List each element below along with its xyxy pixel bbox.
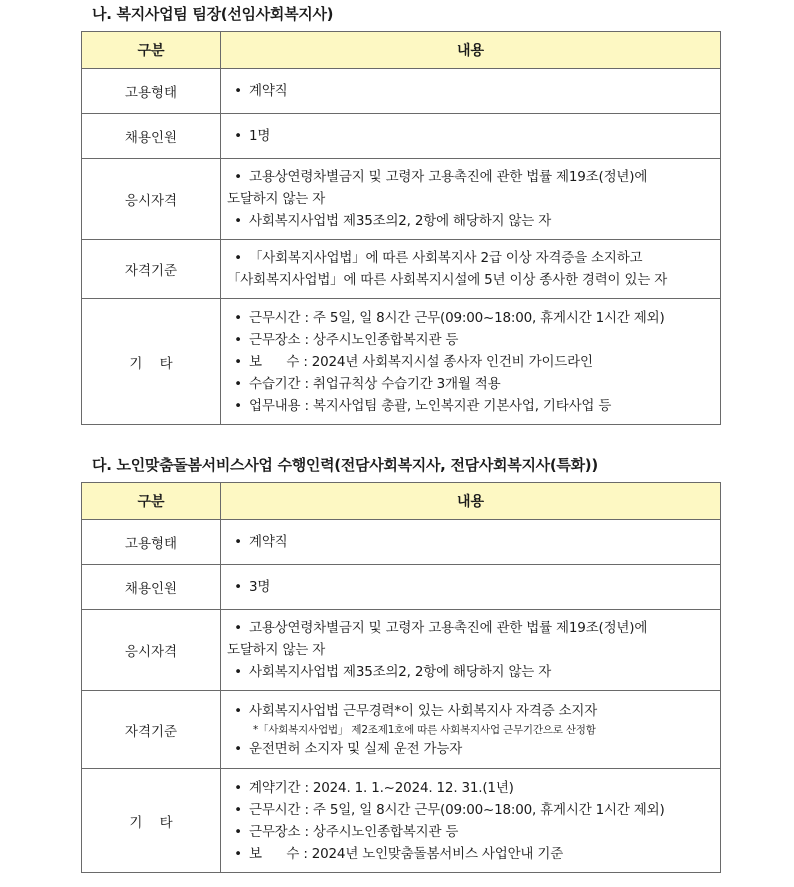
section-heading-da: 다. 노인맞춤돌봄서비스사업 수행인력(전담사회복지사, 전담사회복지사(특화)) — [92, 456, 598, 474]
footnote-text: *「사회복지사업법」 제2조제1호에 따른 사회복지사업 근무기간으로 산정함 — [253, 723, 596, 736]
list-item: • 고용상연령차별금지 및 고령자 고용촉진에 관한 법률 제19조(정년)에 — [227, 617, 716, 639]
list-item: • 계약직 — [227, 80, 716, 102]
table-row-headcount — [82, 114, 721, 159]
table-row-etc — [82, 769, 721, 873]
row-content — [221, 610, 721, 691]
row-label: 채용인원 — [82, 114, 221, 159]
row-label: 기 타 — [82, 299, 221, 425]
row-content — [221, 69, 721, 114]
row-content — [221, 299, 721, 425]
list-item-continuation: 도달하지 않는 자 — [227, 642, 326, 658]
table-row-employment — [82, 69, 721, 114]
list-item: • 업무내용 : 복지사업팀 총괄, 노인복지관 기본사업, 기타사업 등 — [227, 395, 716, 417]
table-row-eligibility — [82, 159, 721, 240]
list-item-continuation: 「사회복지사업법」에 따른 사회복지시설에 5년 이상 종사한 경력이 있는 자 — [227, 272, 668, 288]
list-item: • 근무장소 : 상주시노인종합복지관 등 — [227, 821, 716, 843]
list-item: • 운전면허 소지자 및 실제 운전 가능자 — [227, 738, 716, 760]
list-item: • 3명 — [227, 576, 716, 598]
table-da — [81, 482, 721, 873]
section-heading-na: 나. 복지사업팀 팀장(선임사회복지사) — [92, 5, 334, 23]
row-label: 응시자격 — [82, 159, 221, 240]
list-item: • 근무시간 : 주 5일, 일 8시간 근무(09:00~18:00, 휴게시간 1시간 제외) — [227, 307, 716, 329]
row-content — [221, 114, 721, 159]
table-row-qualification — [82, 240, 721, 299]
list-item: • 보 수 : 2024년 노인맞춤돌봄서비스 사업안내 기준 — [227, 843, 716, 865]
table-row-etc — [82, 299, 721, 425]
header-content: 내용 — [221, 32, 721, 69]
row-content — [221, 691, 721, 769]
table-header-row — [82, 483, 721, 520]
row-label: 기 타 — [82, 769, 221, 873]
row-content — [221, 159, 721, 240]
row-content — [221, 520, 721, 565]
list-item: • 「사회복지사업법」에 따른 사회복지사 2급 이상 자격증을 소지하고 — [227, 247, 716, 269]
row-label: 자격기준 — [82, 691, 221, 769]
list-item: • 1명 — [227, 125, 716, 147]
row-content — [221, 769, 721, 873]
list-item: • 근무장소 : 상주시노인종합복지관 등 — [227, 329, 716, 351]
header-category: 구분 — [82, 483, 221, 520]
table-row-qualification — [82, 691, 721, 769]
row-content — [221, 240, 721, 299]
row-label: 고용형태 — [82, 520, 221, 565]
header-category: 구분 — [82, 32, 221, 69]
list-item: • 계약직 — [227, 531, 716, 553]
table-row-eligibility — [82, 610, 721, 691]
row-content — [221, 565, 721, 610]
row-label: 응시자격 — [82, 610, 221, 691]
list-item: • 사회복지사업법 제35조의2, 2항에 해당하지 않는 자 — [227, 210, 716, 232]
table-header-row — [82, 32, 721, 69]
list-item: • 고용상연령차별금지 및 고령자 고용촉진에 관한 법률 제19조(정년)에 — [227, 166, 716, 188]
row-label: 자격기준 — [82, 240, 221, 299]
list-item: • 사회복지사업법 근무경력*이 있는 사회복지사 자격증 소지자 — [227, 700, 716, 722]
header-content: 내용 — [221, 483, 721, 520]
row-label: 고용형태 — [82, 69, 221, 114]
list-item: • 보 수 : 2024년 사회복지시설 종사자 인건비 가이드라인 — [227, 351, 716, 373]
table-row-employment — [82, 520, 721, 565]
list-item: • 계약기간 : 2024. 1. 1.~2024. 12. 31.(1년) — [227, 777, 716, 799]
row-label: 채용인원 — [82, 565, 221, 610]
list-item: • 사회복지사업법 제35조의2, 2항에 해당하지 않는 자 — [227, 661, 716, 683]
list-item: • 근무시간 : 주 5일, 일 8시간 근무(09:00~18:00, 휴게시간 1시간 제외) — [227, 799, 716, 821]
table-na — [81, 31, 721, 425]
list-item-continuation: 도달하지 않는 자 — [227, 191, 326, 207]
table-row-headcount — [82, 565, 721, 610]
list-item: • 수습기간 : 취업규칙상 수습기간 3개월 적용 — [227, 373, 716, 395]
